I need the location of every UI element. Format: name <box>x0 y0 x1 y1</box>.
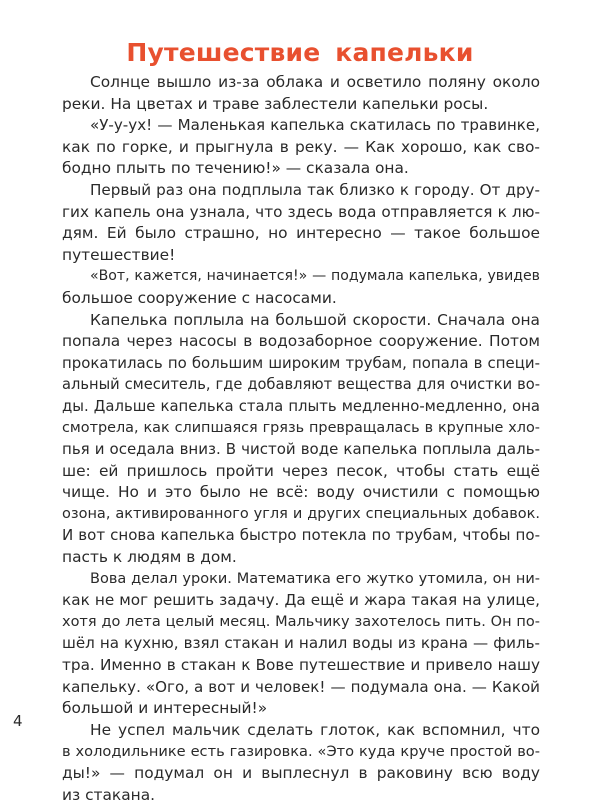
text-line: путешествие! <box>62 245 176 264</box>
text-line: пья и оседала вниз. В чистой воде капелька поплыла даль- <box>62 440 540 459</box>
text-line: капельку. «Ого, а вот и человек! — подумала она. — Какой <box>62 677 540 696</box>
text-line: тра. Именно в стакан к Вове путешествие и привело нашу <box>62 656 540 675</box>
text-line: хотя до лета целый месяц. Мальчику захотелось пить. Он по- <box>62 613 540 630</box>
text-line: реки. На цветах и траве заблестели капельки росы. <box>62 94 489 113</box>
text-line: Капелька поплыла на большой скорости. Сначала она <box>90 310 540 329</box>
text-line: чище. Но и это было не всё: воду очистили с помощью <box>62 483 540 502</box>
text-line: как по горке, и прыгнула в реку. — Как хорошо, как сво- <box>62 137 540 156</box>
paragraph <box>62 720 540 806</box>
paragraph <box>62 310 540 569</box>
text-line: большое сооружение с насосами. <box>62 288 337 307</box>
paragraph <box>62 72 540 115</box>
text-line: дям. Ей было страшно, но интересно — такое большое <box>62 224 540 243</box>
text-line: в холодильнике есть газировка. «Это куда круче простой во- <box>62 743 540 761</box>
text-line: бодно плыть по течению!» — сказала она. <box>62 159 409 178</box>
text-line: ше: ей пришлось пройти через песок, чтобы стать ещё <box>62 461 540 480</box>
text-line: из стакана. <box>62 785 156 804</box>
text-line: смотрела, как слипшаяся грязь превращалась в крупные хло- <box>62 419 540 436</box>
text-line: ды. Дальше капелька стала плыть медленно-медленно, она <box>62 397 540 415</box>
paragraph <box>62 569 540 720</box>
text-line: пасть к людям в дом. <box>62 548 237 567</box>
page-title: Путешествие капельки <box>126 38 474 67</box>
text-line: ды!» — подумал он и выплеснул в раковину всю воду <box>62 764 540 782</box>
text-line: озона, активированного угля и других специальных добавок. <box>62 505 540 522</box>
text-line: шёл на кухню, взял стакан и налил воды из крана — филь- <box>62 634 540 653</box>
text-line: Не успел мальчик сделать глоток, как вспомнил, что <box>90 720 540 739</box>
page-number: 4 <box>13 712 23 730</box>
paragraph <box>62 266 540 309</box>
paragraph <box>62 115 540 180</box>
text-line: прокатилась по большим широким трубам, попала в специ- <box>62 353 540 372</box>
text-line: «У-у-ух! — Маленькая капелька скатилась по травинке, <box>90 116 540 135</box>
text-line: альный смеситель, где добавляют вещества для очистки во- <box>62 376 540 394</box>
paragraph <box>62 180 540 266</box>
text-line: как не мог решить задачу. Да ещё и жара такая на улице, <box>62 591 540 610</box>
text-line: И вот снова капелька быстро потекла по трубам, чтобы по- <box>62 526 540 545</box>
text-line: большой и интересный!» <box>62 699 268 718</box>
text-line: «Вот, кажется, начинается!» — подумала капелька, увидев <box>90 268 540 285</box>
text-line: Солнце вышло из-за облака и осветило поляну около <box>90 73 540 91</box>
text-line: Первый раз она подплыла так близко к городу. От дру- <box>90 180 540 199</box>
story-text <box>62 72 540 806</box>
text-line: гих капель она узнала, что здесь вода отправляется к лю- <box>62 202 540 221</box>
text-line: Вова делал уроки. Математика его жутко утомила, он ни- <box>90 570 540 587</box>
text-line: попала через насосы в водозаборное сооружение. Потом <box>62 332 540 351</box>
